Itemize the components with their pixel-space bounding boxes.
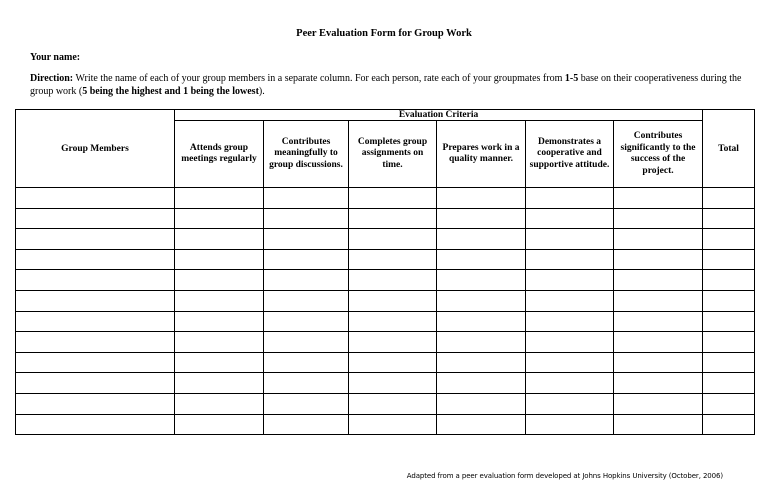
rating-cell[interactable] bbox=[437, 270, 526, 291]
group-members-header: Group Members bbox=[16, 110, 175, 188]
rating-cell[interactable] bbox=[349, 249, 437, 270]
rating-cell[interactable] bbox=[349, 373, 437, 394]
total-cell[interactable] bbox=[703, 290, 755, 311]
member-name-cell[interactable] bbox=[16, 373, 175, 394]
rating-cell[interactable] bbox=[349, 188, 437, 209]
rating-cell[interactable] bbox=[175, 311, 264, 332]
direction-text-part2: base on their cooperativeness during the group work ( bbox=[30, 73, 742, 97]
rating-cell[interactable] bbox=[614, 290, 703, 311]
rating-cell[interactable] bbox=[437, 332, 526, 353]
form-title: Peer Evaluation Form for Group Work bbox=[296, 28, 472, 39]
rating-cell[interactable] bbox=[437, 311, 526, 332]
rating-cell[interactable] bbox=[614, 373, 703, 394]
rating-cell[interactable] bbox=[264, 311, 349, 332]
table-row bbox=[16, 290, 755, 311]
rating-cell[interactable] bbox=[349, 270, 437, 291]
table-row bbox=[16, 229, 755, 250]
member-name-cell[interactable] bbox=[16, 270, 175, 291]
rating-cell[interactable] bbox=[526, 352, 614, 373]
rating-cell[interactable] bbox=[264, 373, 349, 394]
direction-text-part1: Write the name of each of your group members in a separate column. For each person, rate each of your groupmates from bbox=[73, 73, 565, 84]
member-name-cell[interactable] bbox=[16, 188, 175, 209]
rating-cell[interactable] bbox=[526, 290, 614, 311]
table-row bbox=[16, 393, 755, 414]
member-name-cell[interactable] bbox=[16, 311, 175, 332]
rating-cell[interactable] bbox=[614, 188, 703, 209]
total-cell[interactable] bbox=[703, 249, 755, 270]
rating-cell[interactable] bbox=[437, 208, 526, 229]
rating-cell[interactable] bbox=[264, 229, 349, 250]
rating-cell[interactable] bbox=[526, 311, 614, 332]
rating-cell[interactable] bbox=[175, 373, 264, 394]
member-name-cell[interactable] bbox=[16, 352, 175, 373]
rating-cell[interactable] bbox=[526, 393, 614, 414]
rating-cell[interactable] bbox=[349, 414, 437, 435]
direction-text bbox=[30, 73, 742, 98]
rating-cell[interactable] bbox=[437, 290, 526, 311]
rating-cell[interactable] bbox=[264, 188, 349, 209]
rating-cell[interactable] bbox=[175, 352, 264, 373]
rating-cell[interactable] bbox=[614, 332, 703, 353]
rating-cell[interactable] bbox=[526, 249, 614, 270]
rating-cell[interactable] bbox=[526, 208, 614, 229]
direction-label: Direction: bbox=[30, 73, 74, 84]
table-row bbox=[16, 373, 755, 394]
total-cell[interactable] bbox=[703, 270, 755, 291]
rating-cell[interactable] bbox=[437, 249, 526, 270]
rating-cell[interactable] bbox=[264, 249, 349, 270]
table-row bbox=[16, 311, 755, 332]
rating-cell[interactable] bbox=[437, 352, 526, 373]
total-cell[interactable] bbox=[703, 332, 755, 353]
rating-cell[interactable] bbox=[349, 229, 437, 250]
member-name-cell[interactable] bbox=[16, 290, 175, 311]
rating-cell[interactable] bbox=[614, 352, 703, 373]
rating-cell[interactable] bbox=[349, 311, 437, 332]
rating-cell[interactable] bbox=[175, 290, 264, 311]
rating-cell[interactable] bbox=[264, 332, 349, 353]
member-name-cell[interactable] bbox=[16, 393, 175, 414]
rating-cell[interactable] bbox=[614, 208, 703, 229]
total-cell[interactable] bbox=[703, 352, 755, 373]
member-name-cell[interactable] bbox=[16, 332, 175, 353]
rating-cell[interactable] bbox=[175, 332, 264, 353]
rating-cell[interactable] bbox=[437, 373, 526, 394]
rating-range: 1-5 bbox=[564, 73, 579, 84]
rating-cell[interactable] bbox=[175, 229, 264, 250]
table-row bbox=[16, 352, 755, 373]
criterion-cooperative-attitude: Demonstrates a cooperative and supportive attitude. bbox=[526, 121, 614, 188]
total-cell[interactable] bbox=[703, 188, 755, 209]
member-name-cell[interactable] bbox=[16, 249, 175, 270]
rating-cell[interactable] bbox=[264, 414, 349, 435]
evaluation-table bbox=[15, 109, 755, 435]
criterion-quality-work: Prepares work in a quality manner. bbox=[437, 121, 526, 188]
criterion-project-success: Contributes significantly to the success of the project. bbox=[614, 121, 703, 188]
total-cell[interactable] bbox=[703, 229, 755, 250]
total-cell[interactable] bbox=[703, 414, 755, 435]
rating-cell[interactable] bbox=[349, 332, 437, 353]
evaluation-criteria-header: Evaluation Criteria bbox=[175, 110, 703, 121]
table-row bbox=[16, 249, 755, 270]
total-cell[interactable] bbox=[703, 373, 755, 394]
rating-cell[interactable] bbox=[526, 373, 614, 394]
rating-cell[interactable] bbox=[349, 352, 437, 373]
criterion-completes-assignments: Completes group assignments on time. bbox=[349, 121, 437, 188]
table-row bbox=[16, 332, 755, 353]
total-cell[interactable] bbox=[703, 393, 755, 414]
rating-cell[interactable] bbox=[437, 393, 526, 414]
rating-cell[interactable] bbox=[437, 414, 526, 435]
rating-cell[interactable] bbox=[526, 414, 614, 435]
table-row bbox=[16, 208, 755, 229]
direction-text-part3: ). bbox=[258, 85, 265, 97]
rating-cell[interactable] bbox=[264, 352, 349, 373]
rating-cell[interactable] bbox=[614, 393, 703, 414]
member-name-cell[interactable] bbox=[16, 229, 175, 250]
total-cell[interactable] bbox=[703, 208, 755, 229]
criterion-attends-meetings: Attends group meetings regularly bbox=[175, 121, 264, 188]
rating-cell[interactable] bbox=[437, 229, 526, 250]
rating-scale-note: 5 being the highest and 1 being the lowest bbox=[82, 85, 259, 97]
rating-cell[interactable] bbox=[349, 208, 437, 229]
rating-cell[interactable] bbox=[175, 393, 264, 414]
table-row bbox=[16, 188, 755, 209]
rating-cell[interactable] bbox=[526, 270, 614, 291]
rating-cell[interactable] bbox=[175, 270, 264, 291]
rating-cell[interactable] bbox=[437, 188, 526, 209]
table-row bbox=[16, 414, 755, 435]
rating-cell[interactable] bbox=[526, 188, 614, 209]
rating-cell[interactable] bbox=[264, 208, 349, 229]
rating-cell[interactable] bbox=[526, 332, 614, 353]
rating-cell[interactable] bbox=[175, 414, 264, 435]
rating-cell[interactable] bbox=[264, 270, 349, 291]
criterion-contributes-discussions: Contributes meaningfully to group discussions. bbox=[264, 121, 349, 188]
rating-cell[interactable] bbox=[614, 311, 703, 332]
your-name-label: Your name: bbox=[30, 52, 81, 63]
rating-cell[interactable] bbox=[349, 290, 437, 311]
rating-cell[interactable] bbox=[614, 229, 703, 250]
member-name-cell[interactable] bbox=[16, 208, 175, 229]
rating-cell[interactable] bbox=[614, 270, 703, 291]
rating-cell[interactable] bbox=[175, 208, 264, 229]
rating-cell[interactable] bbox=[175, 249, 264, 270]
rating-cell[interactable] bbox=[264, 393, 349, 414]
rating-cell[interactable] bbox=[175, 188, 264, 209]
rating-cell[interactable] bbox=[614, 414, 703, 435]
rating-cell[interactable] bbox=[264, 290, 349, 311]
rating-cell[interactable] bbox=[349, 393, 437, 414]
total-cell[interactable] bbox=[703, 311, 755, 332]
member-name-cell[interactable] bbox=[16, 414, 175, 435]
rating-cell[interactable] bbox=[526, 229, 614, 250]
rating-cell[interactable] bbox=[614, 249, 703, 270]
total-header: Total bbox=[703, 110, 755, 188]
footer-credit: Adapted from a peer evaluation form developed at Johns Hopkins University (October, 2006) bbox=[406, 472, 723, 480]
header-row-top bbox=[16, 110, 755, 121]
table-row bbox=[16, 270, 755, 291]
